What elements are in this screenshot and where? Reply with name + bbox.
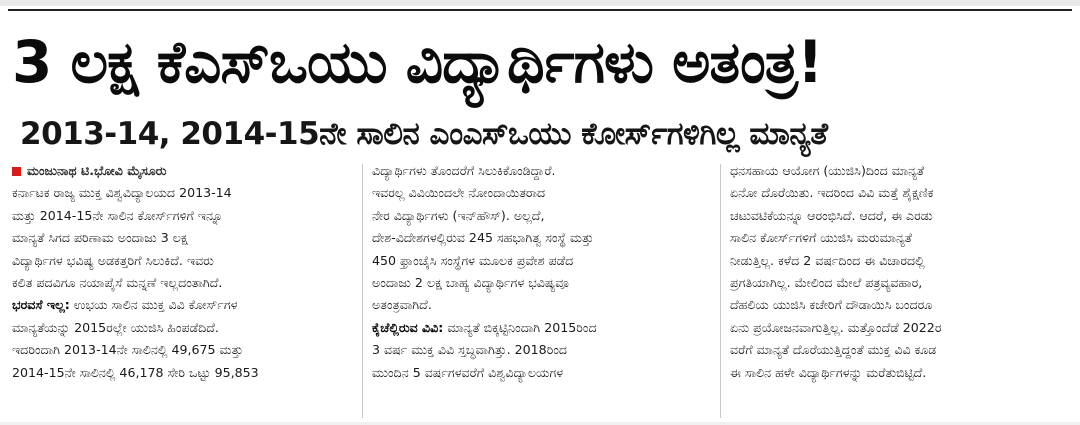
column-divider bbox=[720, 164, 721, 418]
subheadline: 2013-14, 2014-15ನೇ ಸಾಲಿನ ಎಂಎಸ್‌ಒಯು ಕೋರ್ಸ್‌ಗಳಿಗಿಲ್ಲ ಮಾನ್ಯತೆ bbox=[20, 116, 828, 152]
paragraph-line: ದೆಹಲಿಯ ಯುಜಿಸಿ ಕಚೇರಿಗೆ ದೌಡಾಯಿಸಿ ಬಂದರೂ bbox=[730, 297, 933, 313]
paragraph-line: ವಿದ್ಯಾರ್ಥಿಗಳು ತೊಂದರೆಗೆ ಸಿಲುಕಿಕೊಂಡಿದ್ದಾರೆ. bbox=[372, 163, 556, 178]
top-divider bbox=[8, 9, 1072, 11]
byline bbox=[12, 160, 356, 182]
paragraph-line: ಮಾನ್ಯತೆಯನ್ನು 2015ರಲ್ಲೇ ಯುಜಿಸಿ ಹಿಂಪಡೆದಿದೆ. bbox=[12, 319, 219, 335]
subsection-line bbox=[12, 294, 356, 316]
paragraph-line: ಇವರಲ್ಲ ವಿವಿಯಿಂದಲೇ ನೋಂದಾಯಿತರಾದ bbox=[372, 185, 546, 201]
headline: 3 ಲಕ್ಷ ಕೆಎಸ್‌ಒಯು ವಿದ್ಯಾರ್ಥಿಗಳು ಅತಂತ್ರ! bbox=[12, 28, 823, 96]
column-1 bbox=[12, 160, 356, 422]
paragraph-line: ಸಾಲಿನ ಕೋರ್ಸ್‌ಗಳಿಗೆ ಯುಜಿಸಿ ಮರುಮಾನ್ಯತೆ bbox=[730, 230, 912, 246]
paragraph-line: ಅತಂತ್ರವಾಗಿದೆ. bbox=[372, 297, 432, 313]
paragraph-line: 450 ಫ್ರಾಂಚೈಸಿ ಸಂಸ್ಥೆಗಳ ಮೂಲಕ ಪ್ರವೇಶ ಪಡೆದ bbox=[372, 252, 574, 268]
article-body bbox=[0, 160, 1080, 422]
paragraph-line: ಮತ್ತು 2014-15ನೇ ಸಾಲಿನ ಕೋರ್ಸ್‌ಗಳಿಗೆ ಇನ್ನೂ bbox=[12, 207, 223, 223]
paragraph-line: ನೀಡುತ್ತಿಲ್ಲ. ಕಳೆದ 2 ವರ್ಷದಿಂದ ಈ ವಿಚಾರದಲ್ಲಿ bbox=[730, 252, 925, 268]
paragraph-line: ದೇಶ-ವಿದೇಶಗಳಲ್ಲಿರುವ 245 ಸಹಭಾಗಿತ್ವ ಸಂಸ್ಥೆ ಮತ್ತು bbox=[372, 230, 594, 246]
paragraph-line: ಚಟುವಟಿಕೆಯನ್ನೂ ಆರಂಭಿಸಿದೆ. ಆದರೆ, ಈ ಎರಡು bbox=[730, 207, 933, 223]
top-margin-band bbox=[0, 0, 1080, 6]
paragraph-line: ಕರ್ನಾಟಕ ರಾಜ್ಯ ಮುಕ್ತ ವಿಶ್ವವಿದ್ಯಾಲಯದ 2013-14 bbox=[12, 185, 232, 201]
paragraph-line: ಕಲಿತ ಪದವಿಗೂ ನಯಾಪೈಸೆ ಮನ್ನಣೆ ಇಲ್ಲದಂತಾಗಿದೆ. bbox=[12, 274, 223, 290]
paragraph-line: ಮಾನ್ಯತೆ ಸಿಗದ ಪರಿಣಾಮ ಅಂದಾಜು 3 ಲಕ್ಷ bbox=[12, 230, 188, 246]
byline-text: ಮಂಜುನಾಥ ಟಿ.ಭೋವಿ ಮೈಸೂರು bbox=[27, 163, 167, 178]
subsection-text: ಉಭಯ ಸಾಲಿನ ಮುಕ್ತ ವಿವಿ ಕೋರ್ಸ್‌ಗಳ bbox=[69, 297, 238, 313]
paragraph-line: ವರೆಗೆ ಮಾನ್ಯತೆ ದೊರೆಯುತ್ತಿದ್ದಂತೆ ಮುಕ್ತ ವಿವಿ ಕೂಡ bbox=[730, 342, 937, 358]
byline-marker-icon bbox=[12, 167, 21, 176]
column-divider bbox=[362, 164, 363, 418]
paragraph-line: ಇದರಿಂದಾಗಿ 2013-14ನೇ ಸಾಲಿನಲ್ಲಿ 49,675 ಮತ್ತು bbox=[12, 342, 244, 358]
subsection-text: ಮಾನ್ಯತೆ ಬಿಕ್ಕಟ್ಟಿನಿಂದಾಗಿ 2015ರಿಂದ bbox=[443, 319, 597, 335]
column-2 bbox=[372, 160, 710, 422]
subsection-line bbox=[372, 317, 710, 339]
column-3 bbox=[730, 160, 1064, 422]
paragraph-line: 2014-15ನೇ ಸಾಲಿನಲ್ಲಿ 46,178 ಸೇರಿ ಒಟ್ಟು 95,853 bbox=[12, 364, 259, 380]
paragraph-line: ಏನು ಪ್ರಯೋಜನವಾಗುತ್ತಿಲ್ಲ. ಮತ್ತೊಂದೆಡೆ 2022ರ bbox=[730, 319, 942, 335]
paragraph-line: ಪ್ರಗತಿಯಾಗಿಲ್ಲ. ಮೇಲಿಂದ ಮೇಲೆ ಪತ್ರವ್ಯವಹಾರ, bbox=[730, 274, 923, 290]
paragraph-line: ವಿದ್ಯಾರ್ಥಿಗಳ ಭವಿಷ್ಯ ಅಡಕತ್ತರಿಗೆ ಸಿಲುಕಿದೆ. ಇವರು bbox=[12, 252, 214, 268]
paragraph-line: ನೇರ ವಿದ್ಯಾರ್ಥಿಗಳು (ಇನ್‌ಹೌಸ್). ಅಲ್ಲದೆ, bbox=[372, 207, 545, 223]
paragraph-line: ಈ ಸಾಲಿನ ಹಳೇ ವಿದ್ಯಾರ್ಥಿಗಳನ್ನು ಮರೆತುಬಿಟ್ಟಿದೆ. bbox=[730, 364, 927, 380]
paragraph-line: ಅಂದಾಜು 2 ಲಕ್ಷ ಬಾಹ್ಯ ವಿದ್ಯಾರ್ಥಿಗಳ ಭವಿಷ್ಯವೂ bbox=[372, 274, 569, 290]
paragraph-line: ಧನಸಹಾಯ ಆಯೋಗ (ಯುಜಿಸಿ)ದಿಂದ ಮಾನ್ಯತೆ bbox=[730, 163, 925, 178]
subsection-heading: ಕೈಚೆಲ್ಲಿರುವ ವಿವಿ: bbox=[372, 319, 444, 335]
paragraph-line: ಏನೋ ದೊರೆಯಿತು. ಇದರಿಂದ ವಿವಿ ಮತ್ತೆ ಶೈಕ್ಷಣಿಕ bbox=[730, 185, 934, 201]
paragraph-line: 3 ವರ್ಷ ಮುಕ್ತ ವಿವಿ ಸ್ತಬ್ಧವಾಗಿತ್ತು. 2018ರಿಂದ bbox=[372, 342, 568, 358]
subsection-heading: ಭರವಸೆ ಇಲ್ಲ: bbox=[12, 297, 70, 313]
paragraph-line: ಮುಂದಿನ 5 ವರ್ಷಗಳವರೆಗೆ ವಿಶ್ವವಿದ್ಯಾಲಯಗಳ bbox=[372, 364, 564, 380]
